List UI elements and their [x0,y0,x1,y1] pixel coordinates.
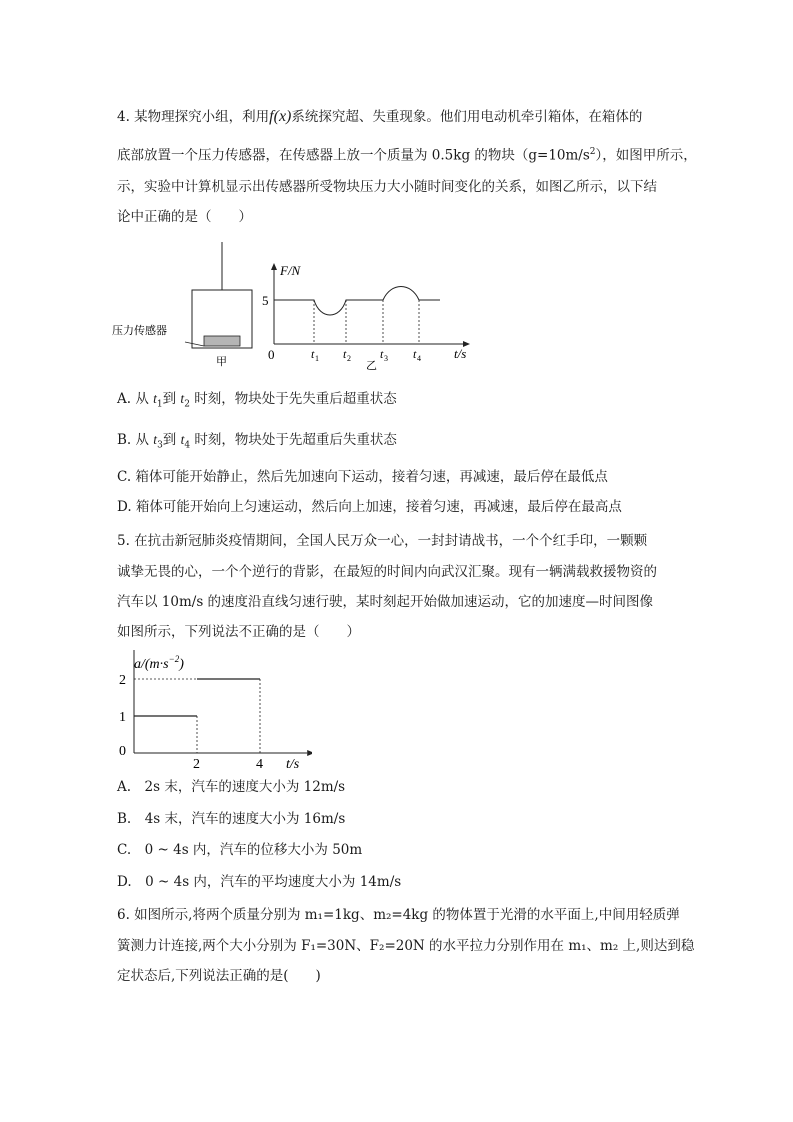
q5-line-2: 诚挚无畏的心，一个个逆行的背影，在最短的时间内向武汉汇聚。现有一辆满载救援物资的 [117,564,657,580]
yi-y-label: F/N [280,263,301,278]
fx-formula: f(x) [269,108,292,125]
q4-line-3: 示，实验中计算机显示出传感器所受物块压力大小随时间变化的关系，如图乙所示，以下结 [117,179,657,195]
chart-x-label: t/s [286,757,300,772]
yi-t2: t [343,347,347,361]
q5-option-d[interactable]: D. 0 ~ 4s 内，汽车的平均速度大小为 14m/s [117,874,402,890]
y-tick-2: 2 [119,673,126,688]
q6-line-1: 6. 如图所示,将两个质量分别为 m₁=1kg、m₂=4kg 的物体置于光滑的水平面上,中间用轻质弹 [117,907,680,923]
q5-line-3: 汽车以 10m/s 的速度沿直线匀速行驶，某时刻起开始做加速运动，它的加速度—时间图像 [117,594,654,610]
yi-t3: t [380,347,384,361]
yi-y-arrow [271,263,277,270]
q5-option-a[interactable]: A. 2s 末，汽车的速度大小为 12m/s [117,779,346,795]
force-curve [274,287,440,316]
sensor-label: 压力传感器 [112,325,167,337]
q5-line-4: 如图所示，下列说法不正确的是（ ） [117,624,360,640]
figure-yi [258,262,478,374]
q5-line-1: 5. 在抗击新冠肺炎疫情期间，全国人民万众一心，一封封请战书，一个个红手印，一颗颗 [117,533,648,549]
y-tick-0: 0 [119,744,126,759]
x-tick-2: 2 [193,757,200,772]
q4-option-a[interactable]: A. 从 $t_1$到 $t_2$ 时刻，物块处于先失重后超重状态 [117,391,397,410]
q6-line-2: 簧测力计连接,两个大小分别为 F₁=30N、F₂=20N 的水平拉力分别作用在 m₁、m₂ 上,则达到稳 [117,938,695,954]
yi-t4: t [413,347,417,361]
q4-line-2: 底部放置一个压力传感器，在传感器上放一个质量为 0.5kg 的物块$(g=10m/s^2)$，如图甲所示， [117,147,697,164]
yi-x-label: t/s [454,346,467,361]
q5-option-c[interactable]: C. 0 ~ 4s 内，汽车的位移大小为 50m [117,842,363,858]
yi-tick-5: 5 [262,293,269,308]
svg-text:1: 1 [315,354,319,363]
accel-time-chart [112,650,312,775]
svg-text:2: 2 [347,354,351,363]
q4-option-d[interactable]: D. 箱体可能开始向上匀速运动，然后向上加速，接着匀速，再减速，最后停在最高点 [117,499,622,515]
chart-x-arrow [307,750,312,756]
caption-jia: 甲 [216,356,227,368]
svg-text:4: 4 [417,354,421,363]
yi-t1: t [311,347,315,361]
x-tick-4: 4 [256,757,263,772]
q6-line-3: 定状态后,下列说法正确的是( ) [117,968,321,984]
q4-option-c[interactable]: C. 箱体可能开始静止，然后先加速向下运动，接着匀速，再减速，最后停在最低点 [117,469,608,485]
q5-option-b[interactable]: B. 4s 末，汽车的速度大小为 16m/s [117,811,346,827]
q4-line-4: 论中正确的是（ ） [117,209,252,225]
q4-option-b[interactable]: B. 从 $t_3$到 $t_4$ 时刻，物块处于先超重后失重状态 [117,432,397,451]
chart-y-label: $a/(m\cdot s^{-2})$ [134,654,184,672]
caption-yi: 乙 [366,360,377,372]
figure-jia [112,238,262,373]
q4-line-1: 4. 某物理探究小组，利用f(x)系统探究超、失重现象。他们用电动机牵引箱体，在箱体的 [117,108,643,125]
y-tick-1: 1 [119,710,126,725]
pressure-sensor [204,336,240,346]
svg-text:3: 3 [384,354,388,363]
yi-origin: 0 [268,347,275,362]
